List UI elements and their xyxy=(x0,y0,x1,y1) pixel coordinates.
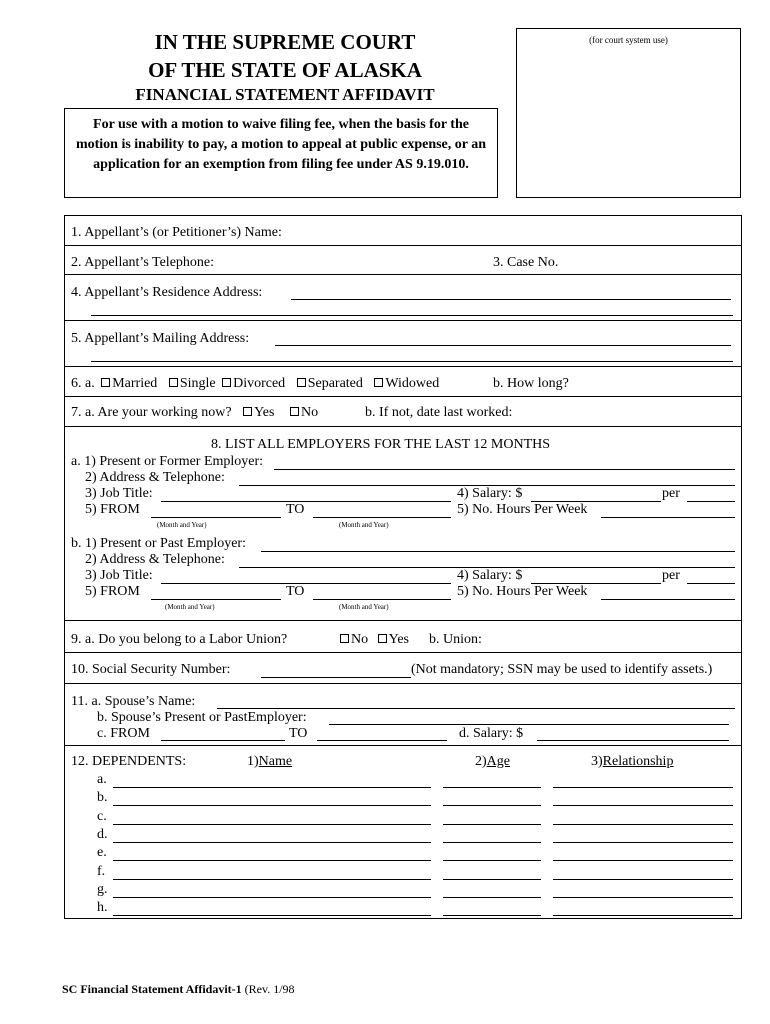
spouse-employer-field[interactable] xyxy=(329,724,729,725)
dependent-age-field[interactable] xyxy=(443,897,541,898)
employer-a-job-title-label: 3) Job Title: xyxy=(85,486,153,501)
relationship-header-word: Relationship xyxy=(602,754,674,769)
form-footer xyxy=(62,982,295,997)
spouse-to-label: TO xyxy=(289,726,308,741)
employer-b-salary-label: 4) Salary: $ xyxy=(457,568,523,583)
ssn-note: (Not mandatory; SSN may be used to identify assets.) xyxy=(411,662,713,677)
ssn-label: 10. Social Security Number: xyxy=(71,662,231,677)
affidavit-form xyxy=(64,215,742,919)
dependent-row-label: f. xyxy=(97,863,106,879)
labor-union-options xyxy=(337,632,409,648)
employer-a-to-hint: (Month and Year) xyxy=(339,521,389,529)
dependent-age-field[interactable] xyxy=(443,879,541,880)
dependents-relationship-header xyxy=(591,754,673,770)
document-title: FINANCIAL STATEMENT AFFIDAVIT xyxy=(135,85,435,104)
dependent-name-field[interactable] xyxy=(113,842,431,843)
dependent-row-label: d. xyxy=(97,826,108,842)
union-yes-checkbox[interactable] xyxy=(378,634,387,643)
name-header-word: Name xyxy=(258,754,293,769)
widowed-option-label: Widowed xyxy=(385,376,440,391)
employer-b-from-field[interactable] xyxy=(151,599,281,600)
labor-union-label: 9. a. Do you belong to a Labor Union? xyxy=(71,632,288,647)
appellant-telephone-label: 2. Appellant’s Telephone: xyxy=(71,255,215,270)
relationship-header-number: 3) xyxy=(591,754,603,769)
dependent-relationship-field[interactable] xyxy=(553,805,733,806)
section-telephone xyxy=(65,246,741,275)
residence-address-label: 4. Appellant’s Residence Address: xyxy=(71,285,263,300)
employer-b-name-field[interactable] xyxy=(261,551,735,552)
dependent-row-label: e. xyxy=(97,845,107,861)
divorced-checkbox[interactable] xyxy=(222,378,231,387)
dependent-name-field[interactable] xyxy=(113,860,431,861)
section-labor-union xyxy=(65,621,741,653)
employer-a-job-title-field[interactable] xyxy=(161,501,451,502)
dependent-row-label: c. xyxy=(97,808,107,824)
dependents-name-header xyxy=(247,754,292,770)
single-checkbox[interactable] xyxy=(169,378,178,387)
employer-b-per-field[interactable] xyxy=(687,583,735,584)
residence-address-line-1[interactable] xyxy=(291,299,731,300)
working-no-label: No xyxy=(300,405,319,420)
dependent-age-field[interactable] xyxy=(443,787,541,788)
dependent-name-field[interactable] xyxy=(113,824,431,825)
employer-a-from-hint: (Month and Year) xyxy=(157,521,207,529)
court-use-box xyxy=(516,28,741,198)
employer-b-hours-label: 5) No. Hours Per Week xyxy=(457,584,588,599)
dependent-relationship-field[interactable] xyxy=(553,824,733,825)
union-no-label: No xyxy=(351,632,369,647)
divorced-option-label: Divorced xyxy=(233,376,286,391)
mailing-address-line-2[interactable] xyxy=(91,361,733,362)
dependent-age-field[interactable] xyxy=(443,860,541,861)
working-no-checkbox[interactable] xyxy=(290,407,299,416)
employer-b-per-label: per xyxy=(662,568,680,583)
dependent-age-field[interactable] xyxy=(443,824,541,825)
dependent-row-label: h. xyxy=(97,900,108,916)
dependent-name-field[interactable] xyxy=(113,897,431,898)
married-checkbox[interactable] xyxy=(101,378,110,387)
employer-a-name-field[interactable] xyxy=(274,469,735,470)
spouse-salary-field[interactable] xyxy=(537,740,729,741)
case-number-label: 3. Case No. xyxy=(493,255,559,270)
dependent-name-field[interactable] xyxy=(113,879,431,880)
age-header-word: Age xyxy=(486,754,510,769)
employer-a-to-field[interactable] xyxy=(313,517,451,518)
purpose-box: For use with a motion to waive filing fee, when the basis for the motion is inability to pay, a motion to appeal at public expense, or an application for an exemption from filing fee under AS 9.19.010. xyxy=(64,108,498,198)
spouse-from-field[interactable] xyxy=(161,740,285,741)
section-ssn xyxy=(65,653,741,684)
employers-heading: 8. LIST ALL EMPLOYERS FOR THE LAST 12 MONTHS xyxy=(211,437,551,452)
mailing-address-label: 5. Appellant’s Mailing Address: xyxy=(71,331,250,346)
working-yes-label: Yes xyxy=(254,405,275,420)
spouse-from-label: c. FROM xyxy=(97,726,150,741)
date-last-worked-label: b. If not, date last worked: xyxy=(365,405,513,420)
employer-a-from-field[interactable] xyxy=(151,517,281,518)
dependent-name-field[interactable] xyxy=(113,915,431,916)
dependent-name-field[interactable] xyxy=(113,787,431,788)
union-no-checkbox[interactable] xyxy=(340,634,349,643)
section-spouse xyxy=(65,684,741,746)
section-dependents xyxy=(65,746,741,920)
employer-b-to-label: TO xyxy=(286,584,305,599)
age-header-number: 2) xyxy=(475,754,487,769)
employer-b-to-hint: (Month and Year) xyxy=(339,603,389,611)
working-yes-checkbox[interactable] xyxy=(243,407,252,416)
spouse-to-field[interactable] xyxy=(317,740,447,741)
dependent-relationship-field[interactable] xyxy=(553,860,733,861)
union-yes-label: Yes xyxy=(388,632,409,647)
employer-b-to-field[interactable] xyxy=(313,599,451,600)
appellant-name-label: 1. Appellant’s (or Petitioner’s) Name: xyxy=(71,225,282,240)
working-now-row xyxy=(71,405,318,421)
dependent-name-field[interactable] xyxy=(113,805,431,806)
employer-b-job-title-label: 3) Job Title: xyxy=(85,568,153,583)
dependent-relationship-field[interactable] xyxy=(553,915,733,916)
section-employers xyxy=(65,427,741,621)
married-option-label: Married xyxy=(112,376,158,391)
spouse-name-field[interactable] xyxy=(217,708,735,709)
employer-b-label: b. 1) Present or Past Employer: xyxy=(71,536,246,551)
employer-a-per-field[interactable] xyxy=(687,501,735,502)
dependent-relationship-field[interactable] xyxy=(553,897,733,898)
dependent-relationship-field[interactable] xyxy=(553,879,733,880)
dependent-relationship-field[interactable] xyxy=(553,842,733,843)
single-option-label: Single xyxy=(179,376,216,391)
residence-address-line-2[interactable] xyxy=(91,315,733,316)
marital-status-label: 6. a. xyxy=(71,376,95,391)
union-name-label: b. Union: xyxy=(429,632,482,647)
employer-a-from-label: 5) FROM xyxy=(85,502,140,517)
dependent-row-label: b. xyxy=(97,790,108,806)
form-revision: (Rev. 1/98 xyxy=(244,982,295,996)
spouse-employer-label: b. Spouse’s Present or PastEmployer: xyxy=(97,710,307,725)
dependents-age-header xyxy=(475,754,510,770)
name-header-number: 1) xyxy=(247,754,259,769)
employer-a-hours-label: 5) No. Hours Per Week xyxy=(457,502,588,517)
employer-b-address-label: 2) Address & Telephone: xyxy=(85,552,225,567)
employer-a-per-label: per xyxy=(662,486,680,501)
spouse-name-label: 11. a. Spouse’s Name: xyxy=(71,694,196,709)
dependent-relationship-field[interactable] xyxy=(553,787,733,788)
separated-option-label: Separated xyxy=(307,376,363,391)
working-now-label: 7. a. Are your working now? xyxy=(71,405,232,420)
section-name xyxy=(65,216,741,246)
court-title-line1: IN THE SUPREME COURT xyxy=(154,30,416,54)
section-residence-address xyxy=(65,275,741,321)
marital-status-row xyxy=(71,376,439,392)
dependent-row-label: a. xyxy=(97,772,107,787)
form-id: SC Financial Statement Affidavit-1 xyxy=(62,982,242,996)
employer-a-hours-field[interactable] xyxy=(601,517,735,518)
employer-b-hours-field[interactable] xyxy=(601,599,735,600)
employer-a-salary-label: 4) Salary: $ xyxy=(457,486,523,501)
marital-duration-label: b. How long? xyxy=(493,376,569,391)
dependent-age-field[interactable] xyxy=(443,842,541,843)
section-employment-status xyxy=(65,397,741,427)
employer-a-address-label: 2) Address & Telephone: xyxy=(85,470,225,485)
mailing-address-line-1[interactable] xyxy=(275,345,731,346)
separated-checkbox[interactable] xyxy=(297,378,306,387)
ssn-field[interactable] xyxy=(261,677,411,678)
dependent-row-label: g. xyxy=(97,881,108,897)
employer-b-from-label: 5) FROM xyxy=(85,584,140,599)
dependent-age-field[interactable] xyxy=(443,805,541,806)
section-marital-status xyxy=(65,367,741,397)
dependent-age-field[interactable] xyxy=(443,915,541,916)
spouse-salary-label: d. Salary: $ xyxy=(459,726,524,741)
widowed-checkbox[interactable] xyxy=(374,378,383,387)
court-use-label: (for court system use) xyxy=(589,35,668,45)
employer-a-to-label: TO xyxy=(286,502,305,517)
section-mailing-address xyxy=(65,321,741,367)
employer-a-label: a. 1) Present or Former Employer: xyxy=(71,454,264,469)
employer-b-job-title-field[interactable] xyxy=(161,583,451,584)
dependents-label: 12. DEPENDENTS: xyxy=(71,754,187,769)
court-title-line2: OF THE STATE OF ALASKA xyxy=(148,58,422,82)
employer-b-from-hint: (Month and Year) xyxy=(165,603,215,611)
